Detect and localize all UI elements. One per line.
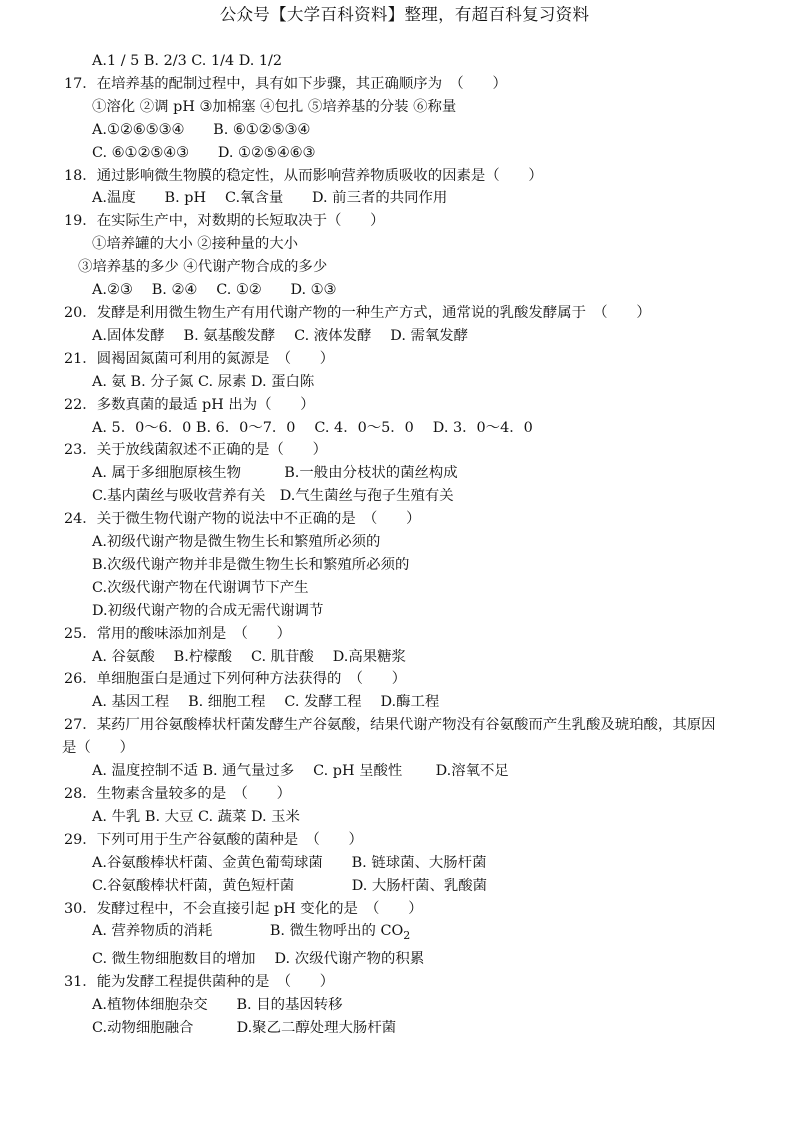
q24-option-c: C.次级代谢产物在代谢调节下产生 [92, 579, 309, 596]
q24-option-b: B.次级代谢产物并非是微生物生长和繁殖所必须的 [92, 556, 410, 573]
q21-options: A. 氨 B. 分子氮 C. 尿素 D. 蛋白陈 [92, 373, 315, 390]
q31-options-cd: C.动物细胞融合 D.聚乙二醇处理大肠杆菌 [92, 1020, 397, 1037]
q28-options: A. 牛乳 B. 大豆 C. 蔬菜 D. 玉米 [92, 808, 300, 825]
q21-stem: 21．圆褐固氮菌可利用的氮源是 （ ） [64, 350, 335, 367]
q19-stem: 19．在实际生产中，对数期的长短取决于（ ） [64, 213, 385, 230]
q29-options-ab: A.谷氨酸棒状杆菌、金黄色葡萄球菌 B. 链球菌、大肠杆菌 [92, 854, 487, 871]
q31-stem: 31．能为发酵工程提供菌种的是 （ ） [64, 974, 335, 991]
q27-stem: 27．某药厂用谷氨酸棒状杆菌发酵生产谷氨酸，结果代谢产物没有谷氨酸而产生乳酸及琥珀酸，其原因 [64, 717, 716, 734]
q17-options-ab: A.①②⑥⑤③④ B. ⑥①②⑤③④ [92, 121, 311, 138]
q25-options: A. 谷氨酸 B.柠檬酸 C. 肌苷酸 D.高果糖浆 [92, 648, 406, 665]
q27-stem-cont: 是（ ） [62, 740, 134, 757]
q26-stem: 26．单细胞蛋白是通过下列何种方法获得的 （ ） [64, 671, 407, 688]
q20-stem: 20．发酵是利用微生物生产有用代谢产物的一种生产方式，通常说的乳酸发酵属于 （ ） [64, 304, 651, 321]
q18-options: A.温度 B. pH C.氧含量 D. 前三者的共同作用 [92, 190, 448, 207]
q24-option-a: A.初级代谢产物是微生物生长和繁殖所必须的 [92, 534, 381, 551]
q30-options-ab [64, 920, 764, 948]
q25-stem: 25．常用的酸味添加剂是 （ ） [64, 625, 291, 642]
q17-steps: ①溶化 ②调 pH ③加棉塞 ④包扎 ⑤培养基的分装 ⑥称量 [92, 98, 457, 115]
q29-stem: 29．下列可用于生产谷氨酸的菌种是 （ ） [64, 831, 363, 848]
q20-options: A.固体发酵 B. 氨基酸发酵 C. 液体发酵 D. 需氧发酵 [92, 327, 469, 344]
q29-options-cd: C.谷氨酸棒状杆菌，黄色短杆菌 D. 大肠杆菌、乳酸菌 [92, 877, 488, 894]
q30-stem: 30．发酵过程中，不会直接引起 pH 变化的是 （ ） [64, 900, 423, 917]
q23-options-cd: C.基内菌丝与吸收营养有关 D.气生菌丝与孢子生殖有关 [92, 488, 454, 505]
q17-stem: 17．在培养基的配制过程中，具有如下步骤，其正确顺序为 （ ） [64, 75, 507, 92]
q27-options: A. 温度控制不适 B. 通气量过多 C. pH 呈酸性 D.溶氧不足 [92, 763, 509, 780]
q23-stem: 23．关于放线菌叙述不正确的是（ ） [64, 442, 327, 459]
q24-option-d: D.初级代谢产物的合成无需代谢调节 [92, 602, 324, 619]
q22-stem: 22．多数真菌的最适 pH 出为（ ） [64, 396, 315, 413]
question-list [64, 50, 764, 1040]
q18-stem: 18．通过影响微生物膜的稳定性，从而影响营养物质吸收的因素是（ ） [64, 167, 543, 184]
q19-items-12: ①培养罐的大小 ②接种量的大小 [92, 236, 299, 253]
co2-subscript: 2 [403, 929, 411, 943]
q30-options-ab-text: A. 营养物质的消耗 B. 微生物呼出的 CO [92, 923, 404, 940]
q26-options: A. 基因工程 B. 细胞工程 C. 发酵工程 D.酶工程 [92, 694, 440, 711]
q24-stem: 24．关于微生物代谢产物的说法中不正确的是 （ ） [64, 511, 421, 528]
page-header: 公众号【大学百科资料】整理，有超百科复习资料 [219, 5, 590, 24]
q19-options: A.②③ B. ②④ C. ①② D. ①③ [92, 282, 337, 299]
q22-options: A. 5．0～6．0 B. 6．0～7．0 C. 4．0～5．0 D. 3．0～4．0 [92, 419, 533, 436]
q17-options-cd: C. ⑥①②⑤④③ D. ①②⑤④⑥③ [92, 144, 316, 161]
q16-options: A.1 / 5 B. 2/3 C. 1/4 D. 1/2 [92, 53, 283, 69]
q28-stem: 28．生物素含量较多的是 （ ） [64, 786, 291, 802]
q19-items-34: ③培养基的多少 ④代谢产物合成的多少 [78, 259, 328, 276]
q31-options-ab: A.植物体细胞杂交 B. 目的基因转移 [92, 997, 343, 1014]
q30-options-cd: C. 微生物细胞数目的增加 D. 次级代谢产物的积累 [92, 951, 425, 968]
q23-options-ab: A. 属于多细胞原核生物 B.一般由分枝状的菌丝构成 [92, 465, 458, 482]
